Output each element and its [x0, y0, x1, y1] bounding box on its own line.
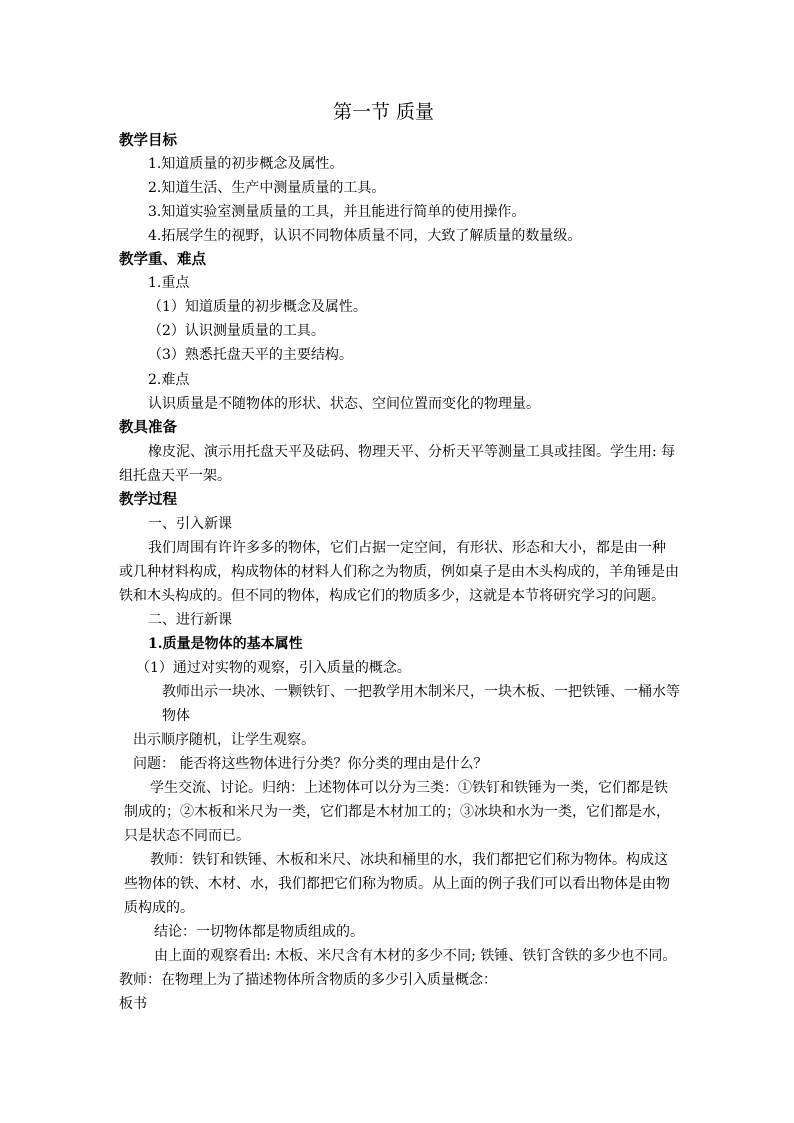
paragraph-line: 物体 — [162, 708, 190, 724]
paragraph-line: 教师：铁钉和铁锤、木板和米尺、冰块和桶里的水，我们都把它们称为物体。构成这 — [150, 852, 668, 868]
paragraph-line: 学生交流、讨论。归纳：上述物体可以分为三类：①铁钉和铁锤为一类，它们都是铁 — [150, 780, 668, 796]
process-step: 二、进行新课 — [148, 612, 232, 628]
materials-line: 组托盘天平一架。 — [119, 468, 231, 484]
page-title: 第一节 质量 — [333, 101, 435, 123]
paragraph-line: 教师出示一块冰、一颗铁钉、一把教学用木制米尺，一块木板、一把铁锤、一桶水等 — [162, 684, 680, 700]
paragraph-line: 出示顺序随机，让学生观察。 — [133, 732, 315, 748]
paragraph-line: 铁和木头构成的。但不同的物体，构成它们的物质多少，这就是本节将研究学习的问题。 — [119, 588, 665, 604]
paragraph-line: 只是状态不同而已。 — [124, 828, 250, 844]
paragraph-line: 由上面的观察看出: 木板、米尺含有木材的多少不同; 铁锤、铁钉含铁的多少也不同。 — [154, 948, 677, 964]
paragraph-line: 板书 — [119, 996, 147, 1012]
key-item: （3）熟悉托盘天平的主要结构。 — [148, 347, 353, 363]
paragraph-line: 问题： 能否将这些物体进行分类？你分类的理由是什么？ — [133, 756, 488, 772]
paragraph-line: 些物体的铁、木材、水，我们都把它们称为物质。从上面的例子我们可以看出物体是由物 — [124, 876, 670, 892]
goal-item: 4.拓展学生的视野，认识不同物体质量不同，大致了解质量的数量级。 — [148, 228, 582, 244]
goal-item: 2.知道生活、生产中测量质量的工具。 — [148, 180, 386, 196]
paragraph-line: 结论：一切物体都是物质组成的。 — [154, 924, 364, 940]
paragraph-line: 制成的；②木板和米尺为一类，它们都是木材加工的；③冰块和水为一类，它们都是水， — [124, 804, 670, 820]
paragraph-line: 或几种材料构成，构成物体的材料人们称之为物质，例如桌子是由木头构成的，羊角锤是由 — [119, 564, 679, 580]
key-item: （1）知道质量的初步概念及属性。 — [148, 299, 367, 315]
process-step: 一、引入新课 — [148, 516, 232, 532]
paragraph-line: 质构成的。 — [124, 900, 194, 916]
subheading: 1.重点 — [148, 275, 190, 291]
goal-item: 1.知道质量的初步概念及属性。 — [148, 156, 344, 172]
key-item: （2）认识测量质量的工具。 — [148, 323, 325, 339]
materials-line: 橡皮泥、演示用托盘天平及砝码、物理天平、分析天平等测量工具或挂图。学生用: 每 — [148, 444, 676, 460]
heading-goals: 教学目标 — [119, 132, 177, 149]
section-subtitle: 1.质量是物体的基本属性 — [148, 636, 303, 652]
difficulty-text: 认识质量是不随物体的形状、状态、空间位置而变化的物理量。 — [148, 396, 540, 412]
heading-key-points: 教学重、难点 — [119, 251, 206, 268]
paragraph-line: （1）通过对实物的观察，引入质量的概念。 — [136, 660, 411, 676]
goal-item: 3.知道实验室测量质量的工具，并且能进行简单的使用操作。 — [148, 204, 526, 220]
subheading: 2.难点 — [148, 372, 190, 388]
paragraph-line: 我们周围有许许多多的物体，它们占据一定空间，有形状、形态和大小，都是由一种 — [148, 540, 666, 556]
heading-process: 教学过程 — [119, 491, 177, 508]
heading-materials: 教具准备 — [119, 419, 177, 436]
paragraph-line: 教师：在物理上为了描述物体所含物质的多少引入质量概念： — [119, 972, 497, 988]
